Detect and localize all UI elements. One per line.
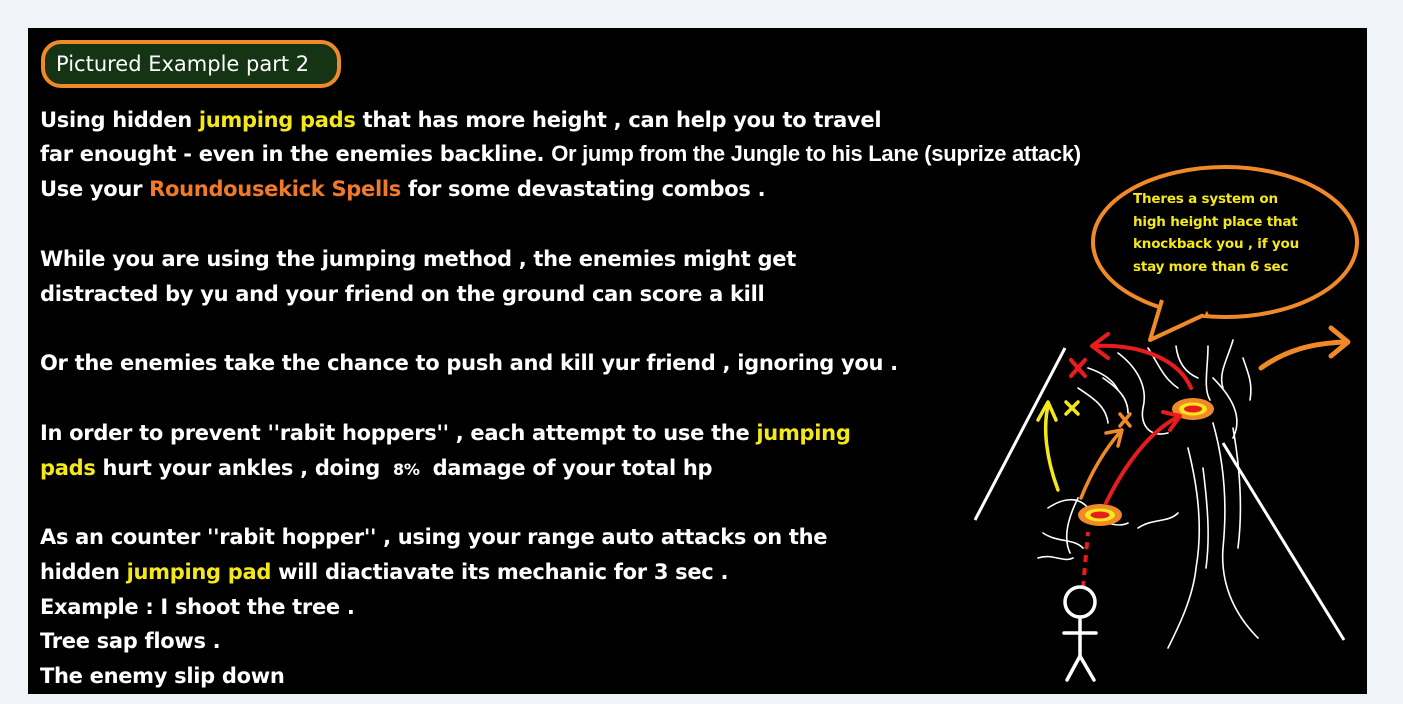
bubble-line-4: stay more than 6 sec	[1133, 258, 1289, 275]
text-line-4: While you are using the jumping method , the enemies might get	[40, 247, 796, 271]
red-dashed-line	[1083, 532, 1088, 588]
jumping-pad-highlight: jumping pad	[126, 560, 272, 584]
text-line-10: hidden jumping pad will diactiavate its mechanic for 3 sec .	[40, 560, 729, 584]
speech-bubble-text	[1133, 188, 1333, 278]
bubble-line-2: high height place that	[1133, 213, 1298, 230]
jungle-lane-sentence: Or jump from the Jungle to his Lane (suprize attack)	[551, 141, 1081, 166]
jump-pad-lower	[1078, 504, 1122, 526]
text-line-6: Or the enemies take the chance to push and kill yur friend , ignoring you .	[40, 351, 898, 375]
tree-drawing	[1038, 340, 1258, 648]
example-panel	[28, 28, 1367, 694]
yellow-x-mark	[1066, 402, 1078, 414]
red-x-mark	[1071, 360, 1085, 376]
text-line-3: Use your Roundousekick Spells for some devastating combos .	[40, 177, 766, 201]
text-line-5: distracted by yu and your friend on the ground can score a kill	[40, 282, 765, 306]
bubble-line-3: knockback you , if you	[1133, 236, 1299, 252]
roundhousekick-highlight: Roundousekick Spells	[149, 177, 401, 201]
pads-highlight: pads	[40, 456, 96, 480]
text-line-2: far enought - even in the enemies backline. Or jump from the Jungle to his Lane (suprize attack)	[40, 141, 1081, 166]
side-lines	[975, 348, 1344, 640]
stick-figure	[1064, 587, 1096, 680]
text-line-7: In order to prevent ''rabit hoppers'' , each attempt to use the jumping	[40, 421, 851, 445]
section-title-badge: Pictured Example part 2	[41, 40, 341, 88]
text-line-8: pads hurt your ankles , doing 8% damage of your total hp	[40, 456, 713, 480]
text-line-11: Example : I shoot the tree .	[40, 595, 355, 619]
damage-percent: 8%	[392, 460, 420, 479]
bubble-line-1: Theres a system on	[1133, 191, 1278, 207]
text-line-1: Using hidden jumping pads that has more height , can help you to travel	[40, 108, 882, 132]
jumping-highlight: jumping	[756, 421, 851, 445]
orange-x-mark	[1120, 414, 1130, 426]
jumping-pads-highlight: jumping pads	[198, 108, 356, 132]
text-line-12: Tree sap flows .	[40, 629, 221, 653]
text-line-13: The enemy slip down	[40, 664, 285, 688]
text-line-9: As an counter ''rabit hopper'' , using your range auto attacks on the	[40, 525, 828, 549]
